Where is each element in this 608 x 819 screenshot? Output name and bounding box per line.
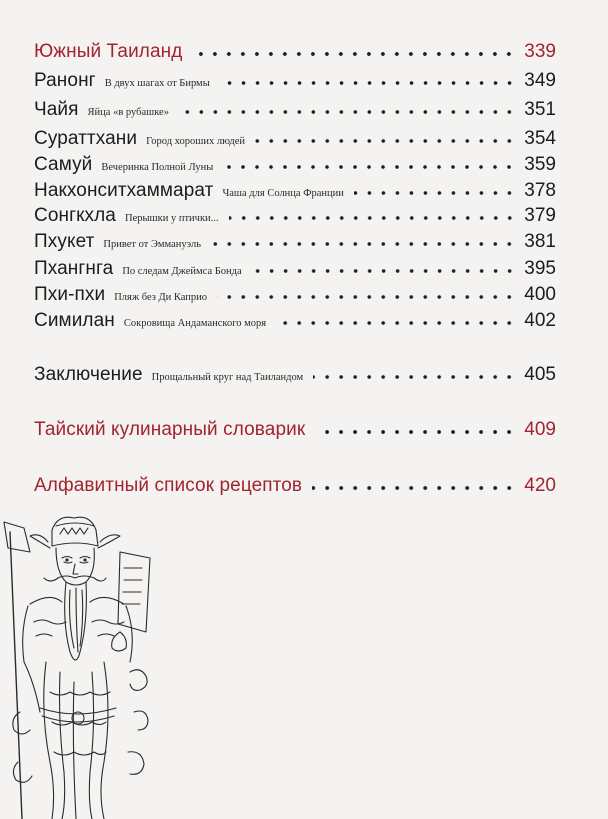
toc-entry-subtitle: Вечеринка Полной Луны	[101, 162, 214, 173]
toc-entry[interactable]	[34, 154, 556, 180]
toc-entry-page: 349	[524, 70, 556, 91]
toc-entry-title: Чайя	[34, 99, 79, 120]
toc-entry-recipes[interactable]	[34, 475, 556, 501]
dot-leader	[255, 138, 516, 144]
dot-leader	[252, 268, 517, 274]
toc-entry-title: Пхи-пхи	[34, 284, 106, 305]
dot-leader	[354, 190, 516, 196]
toc-entry-page: 405	[524, 364, 556, 385]
dot-leader	[179, 109, 516, 115]
toc-entry-title: Пхангнга	[34, 258, 114, 279]
toc-entry-title: Самуй	[34, 154, 93, 175]
toc-entry[interactable]	[34, 70, 556, 96]
toc-entry-page: 400	[524, 284, 556, 305]
toc-entry[interactable]	[34, 310, 556, 336]
toc-entry-title: Пхукет	[34, 231, 95, 252]
toc-entry-title: Ранонг	[34, 70, 96, 91]
toc-entry-page: 409	[524, 419, 556, 440]
toc-entry-title: Южный Таиланд	[34, 41, 183, 62]
toc-entry-page: 339	[524, 41, 556, 62]
dot-leader	[276, 320, 516, 326]
toc-entry-subtitle: Чаша для Солнца Франции	[222, 188, 344, 199]
toc-entry[interactable]	[34, 258, 556, 284]
dot-leader	[313, 374, 516, 380]
dot-leader	[312, 485, 516, 491]
toc-entry[interactable]	[34, 180, 556, 206]
toc-entry[interactable]	[34, 128, 556, 154]
toc-entry-title: Заключение	[34, 364, 143, 385]
toc-entry-title: Накхонситхаммарат	[34, 180, 214, 201]
toc-entry-page: 379	[524, 205, 556, 226]
toc-entry-title: Тайский кулинарный словарик	[34, 419, 306, 440]
toc-entry[interactable]	[34, 205, 556, 231]
toc-entry[interactable]	[34, 231, 556, 257]
toc-entry[interactable]	[34, 284, 556, 310]
dot-leader	[229, 215, 517, 221]
toc-entry-subtitle: Прощальный круг над Таиландом	[151, 372, 304, 383]
toc-entry-subtitle: Пляж без Ди Каприо	[114, 292, 208, 303]
toc-entry-title: Сураттхани	[34, 128, 138, 149]
dot-leader	[220, 80, 517, 86]
toc-entry-subtitle: Перышки у птички...	[124, 213, 219, 224]
toc-entry-subtitle: По следам Джеймса Бонда	[122, 266, 242, 277]
toc-entry-subtitle: Город хороших людей	[146, 136, 246, 147]
dot-leader	[217, 294, 516, 300]
toc-entry-page: 351	[524, 99, 556, 120]
toc-entry-title: Симилан	[34, 310, 115, 331]
toc-entry-subtitle: Яйца «в рубашке»	[87, 107, 169, 118]
toc-entry-subtitle: Сокровища Андаманского моря	[123, 318, 267, 329]
dot-leader	[192, 51, 516, 57]
toc-entry-page: 354	[524, 128, 556, 149]
toc-entry-page: 402	[524, 310, 556, 331]
toc-entry-title: Алфавитный список рецептов	[34, 475, 303, 496]
dot-leader	[211, 241, 516, 247]
toc-entry-page: 420	[524, 475, 556, 496]
toc-entry-page: 381	[524, 231, 556, 252]
toc-entry-title: Сонгкхла	[34, 205, 116, 226]
ink-drawing-bearded-warrior-icon	[0, 512, 170, 819]
toc-entry-subtitle: В двух шагах от Бирмы	[104, 78, 210, 89]
toc-entry-conclusion[interactable]	[34, 364, 556, 390]
toc-entry-subtitle: Привет от Эммануэль	[103, 239, 201, 250]
toc-entry-section-south[interactable]	[34, 41, 556, 67]
dot-leader	[315, 429, 516, 435]
toc-entry-page: 359	[524, 154, 556, 175]
toc-entry-page: 395	[524, 258, 556, 279]
toc-entry[interactable]	[34, 99, 556, 125]
toc-entry-dictionary[interactable]	[34, 419, 556, 445]
dot-leader	[223, 164, 516, 170]
toc-entry-page: 378	[524, 180, 556, 201]
